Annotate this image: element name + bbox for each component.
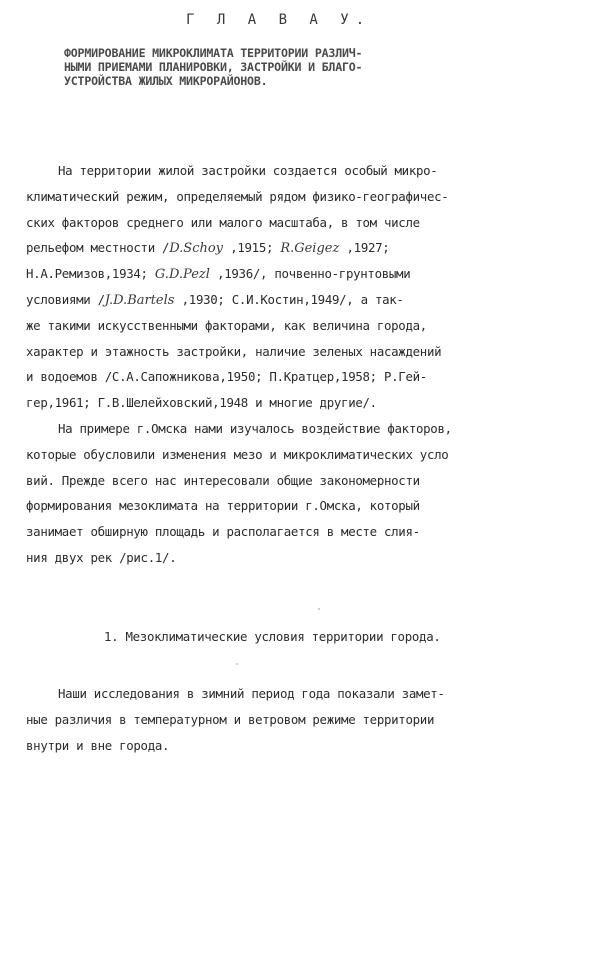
text-line: характер и этажность застройки, наличие зеленых насаждений	[26, 343, 442, 359]
heading-line: НЫМИ ПРИЕМАМИ ПЛАНИРОВКИ, ЗАСТРОЙКИ И БЛАГО-	[64, 60, 363, 74]
text-line: ные различия в температурном и ветровом режиме территории	[26, 711, 435, 727]
text-line	[26, 261, 452, 287]
handwritten-name: J.D.Bartels	[104, 292, 175, 308]
text-line	[26, 235, 452, 261]
text-segment: ,1930; С.И.Костин,1949/, а так-	[174, 291, 404, 307]
speck-mark	[236, 663, 238, 665]
text-line: Наши исследования в зимний период года показали замет-	[58, 686, 445, 701]
section-title: 1. Мезоклиматические условия территории города.	[104, 629, 441, 644]
text-segment: ,1936/, почвенно-грунтовыми	[209, 266, 411, 282]
text-segment: ,1915;	[223, 240, 281, 256]
text-line: вий. Прежде всего нас интересовали общие закономерности	[26, 472, 420, 488]
speck-mark	[318, 608, 320, 610]
text-line: ния двух рек /рис.1/.	[26, 549, 177, 565]
handwritten-name: R.Geigez	[280, 241, 340, 257]
heading-line: ФОРМИРОВАНИЕ МИКРОКЛИМАТА ТЕРРИТОРИИ РАЗЛИЧ-	[64, 46, 363, 60]
text-line: На территории жилой застройки создается особый микро-	[58, 163, 438, 178]
text-line: внутри и вне города.	[26, 737, 170, 753]
text-line: климатический режим, определяемый рядом физико-географичес-	[26, 188, 449, 204]
chapter-heading	[64, 46, 362, 88]
text-line: и водоемов /С.А.Сапожникова,1950; П.Кратцер,1958; Р.Гей-	[26, 369, 427, 385]
text-line: которые обусловили изменения мезо и микроклиматических усло	[26, 446, 449, 462]
text-segment: ,1927;	[339, 240, 390, 256]
text-segment: условиями /	[26, 291, 105, 307]
chapter-title: Г Л А В А У.	[186, 12, 372, 28]
body-text	[26, 158, 452, 571]
text-line: формирования мезоклимата на территории г.Омска, который	[26, 498, 420, 514]
text-line: гер,1961; Г.В.Шелейховский,1948 и многие другие/.	[26, 395, 377, 411]
text-line: ских факторов среднего или малого масштаба, в том числе	[26, 214, 420, 230]
text-segment: рельефом местности /	[26, 240, 170, 256]
heading-line: УСТРОЙСТВА ЖИЛЫХ МИКРОРАЙОНОВ.	[64, 74, 268, 88]
handwritten-name: G.D.Pezl	[154, 267, 210, 283]
text-segment: Н.А.Ремизов,1934;	[26, 266, 155, 282]
text-line: На примере г.Омска нами изучалось воздействие факторов,	[58, 420, 452, 436]
text-line	[26, 287, 452, 313]
text-line: же такими искусственными факторами, как величина города,	[26, 317, 427, 333]
text-line: занимает обширную площадь и располагается в месте слия-	[26, 524, 420, 540]
handwritten-name: D.Schoy	[169, 241, 224, 257]
body-text	[26, 681, 445, 758]
